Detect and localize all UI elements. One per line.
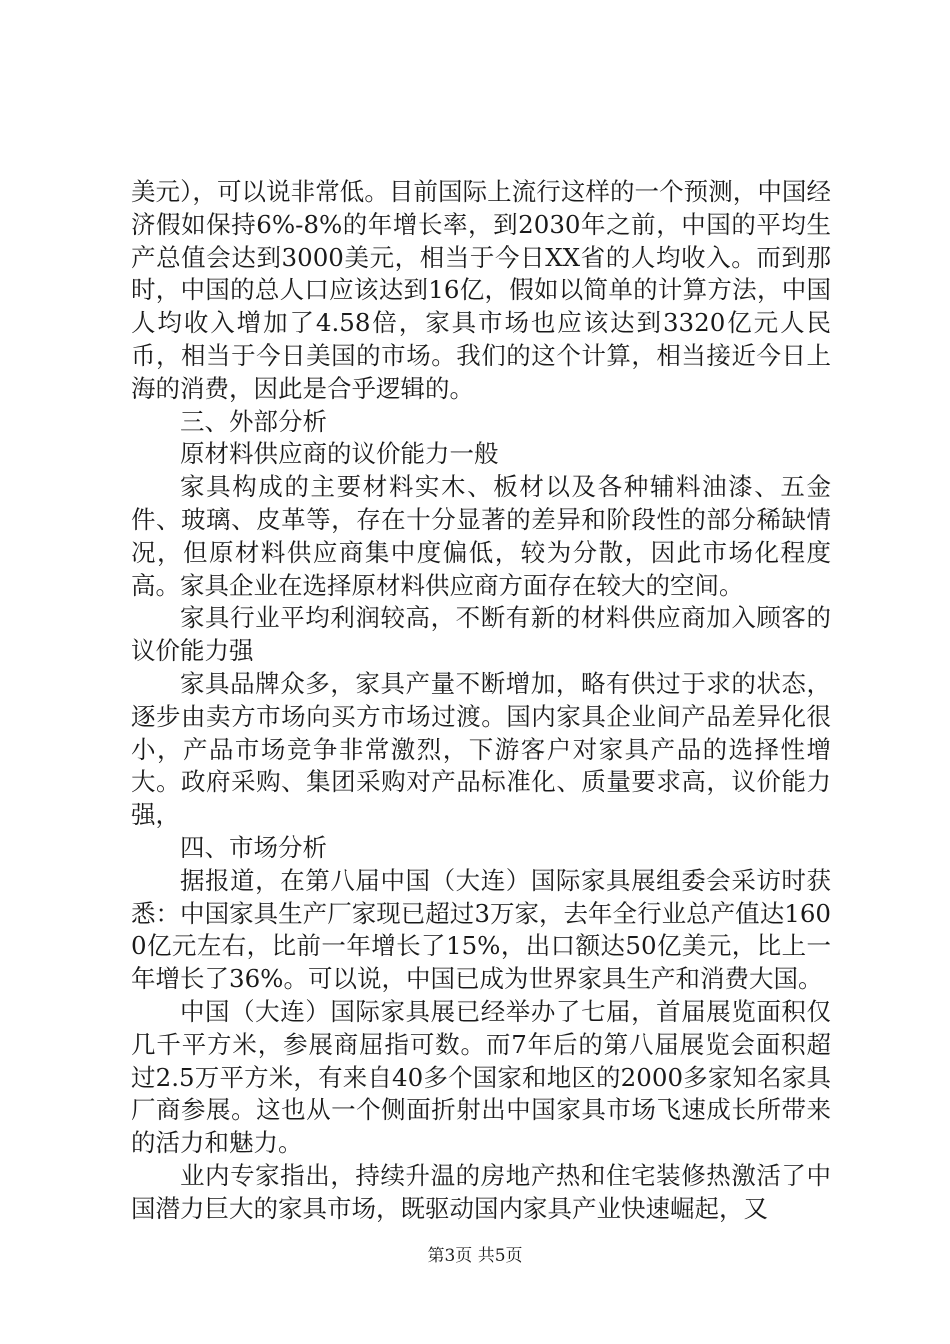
- paragraph-report: 据报道，在第八届中国（大连）国际家具展组委会采访时获悉：中国家具生产厂家现已超过3万家，去年全行业总产值达1600亿元左右，比前一年增长了15%，出口额达50亿美元，比上一年增长了36%。可以说，中国已成为世界家具生产和消费大国。: [131, 865, 831, 994]
- section-heading-external-analysis: 三、外部分析: [180, 406, 327, 436]
- paragraph-experts: 业内专家指出，持续升温的房地产热和住宅装修热激活了中国潜力巨大的家具市场，既驱动国内家具产业快速崛起，又: [131, 1160, 831, 1223]
- page-number-footer: 第3页 共5页: [427, 1246, 523, 1266]
- section-heading-market-analysis: 四、市场分析: [180, 832, 327, 862]
- paragraph-industry-profit: 家具行业平均利润较高，不断有新的材料供应商加入顾客的议价能力强: [131, 603, 831, 666]
- paragraph-exhibition: 中国（大连）国际家具展已经举办了七届，首届展览面积仅几千平方米，参展商屈指可数。而7年后的第八届展览会面积超过2.5万平方米，有来自40多个国家和地区的2000多家知名家具厂商参展。这也从一个侧面折射出中国家具市场飞速成长所带来的活力和魅力。: [131, 996, 831, 1158]
- paragraph-materials: 家具构成的主要材料实木、板材以及各种辅料油漆、五金件、玻璃、皮革等，存在十分显著的差异和阶段性的部分稀缺情况，但原材料供应商集中度偏低，较为分散，因此市场化程度高。家具企业在选择原材料供应商方面存在较大的空间。: [131, 472, 831, 600]
- paragraph-brands: 家具品牌众多，家具产量不断增加，略有供过于求的状态，逐步由卖方市场向买方市场过渡。国内家具企业间产品差异化很小，产品市场竞争非常激烈，下游客户对家具产品的选择性增大。政府采购、集团采购对产品标准化、质量要求高，议价能力强，: [131, 668, 831, 830]
- document-body: [131, 176, 831, 1226]
- subheading-supplier-bargaining: 原材料供应商的议价能力一般: [180, 439, 499, 469]
- paragraph-1: 美元），可以说非常低。目前国际上流行这样的一个预测，中国经济假如保持6%-8%的年增长率，到2030年之前，中国的平均生产总值会达到3000美元，相当于今日XX省的人均收入。而到那时，中国的总人口应该达到16亿，假如以简单的计算方法，中国人均收入增加了4.58倍，家具市场也应该达到3320亿元人民币，相当于今日美国的市场。我们的这个计算，相当接近今日上海的消费，因此是合乎逻辑的。: [131, 177, 831, 403]
